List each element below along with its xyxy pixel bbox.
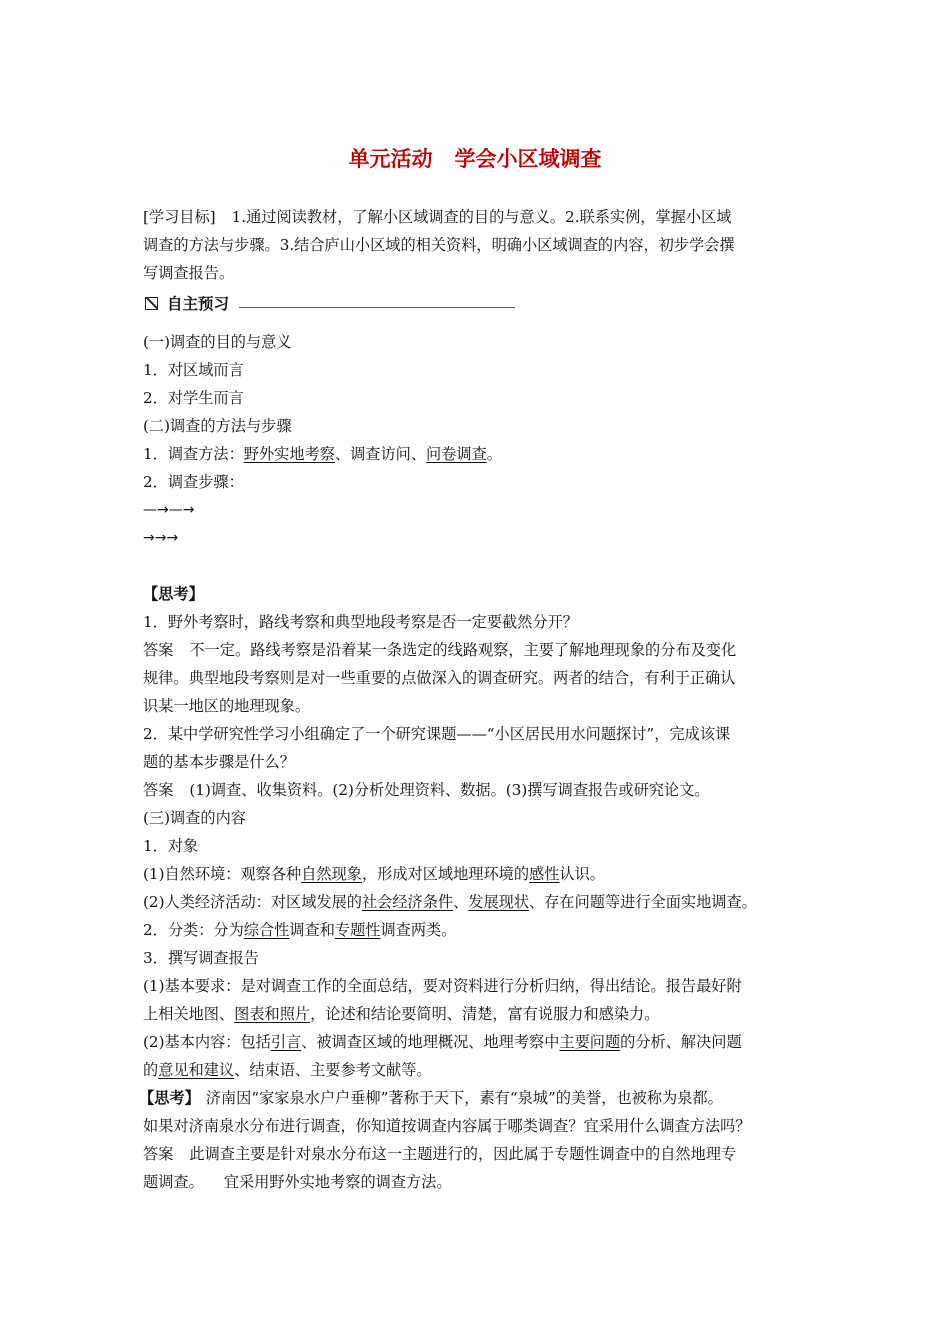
answer-blank: 综合性 bbox=[243, 921, 290, 939]
section-divider bbox=[239, 307, 515, 308]
content-classification: 2．分类：分为综合性调查和专题性调查两类。 bbox=[143, 921, 457, 939]
content-heading: (三)调查的内容 bbox=[143, 809, 246, 827]
section-title: 自主预习 bbox=[167, 295, 230, 313]
report-content-line-1: (2)基本内容：包括引言、被调查区域的地理概况、地理考察中主要问题的分析、解决问题 bbox=[143, 1033, 742, 1051]
think-2-line-1: 【思考】 济南因“家家泉水户户垂柳”著称于天下，素有“泉城”的美誉，也被称为泉都。 bbox=[139, 1089, 723, 1107]
answer-2: 答案 (1)调查、收集资料。(2)分析处理资料、数据。(3)撰写调查报告或研究论文。 bbox=[143, 781, 710, 799]
section-header bbox=[143, 288, 823, 318]
think-2-line-2: 如果对济南泉水分布进行调查，你知道按调查内容属于哪类调查？宜采用什么调查方法吗？ bbox=[143, 1117, 751, 1135]
document-body bbox=[139, 203, 823, 1196]
content-object: 1．对象 bbox=[143, 837, 199, 855]
answer-blank: 社会经济条件 bbox=[361, 893, 454, 911]
think-2-answer-line-2: 题调查。 宜采用野外实地考察的调查方法。 bbox=[143, 1173, 452, 1191]
answer-1-line-3: 识某一地区的地理现象。 bbox=[143, 697, 311, 715]
question-1: 1．野外考察时，路线考察和典型地段考察是否一定要截然分开？ bbox=[143, 613, 578, 631]
page-title bbox=[0, 143, 950, 173]
method-line: 1．调查方法：野外实地考察、调查访问、问卷调查。 bbox=[143, 445, 502, 463]
answer-1-line-2: 规律。典型地段考察则是对一些重要的点做深入的调查研究。两者的结合，有利于正确认 bbox=[143, 669, 736, 687]
purpose-heading: (一)调查的目的与意义 bbox=[143, 333, 292, 351]
objectives-label: [学习目标] bbox=[143, 208, 216, 226]
answer-label: 答案 bbox=[143, 781, 174, 799]
answer-label: 答案 bbox=[143, 1145, 174, 1163]
answer-blank: 引言 bbox=[270, 1033, 302, 1051]
title-part1: 单元活动 bbox=[348, 147, 433, 171]
question-2-line-1: 2．某中学研究性学习小组确定了一个研究课题——“小区居民用水问题探讨”，完成该课 bbox=[143, 725, 731, 743]
answer-blank: 野外实地考察 bbox=[243, 445, 335, 463]
section-marker-icon bbox=[145, 297, 158, 310]
answer-blank: 意见和建议 bbox=[158, 1061, 235, 1079]
report-content-line-2: 的意见和建议、结束语、主要参考文献等。 bbox=[143, 1061, 432, 1079]
method-heading: (二)调查的方法与步骤 bbox=[143, 417, 292, 435]
purpose-item-2: 2．对学生而言 bbox=[143, 389, 244, 407]
steps-line: 2．调查步骤： bbox=[143, 473, 244, 491]
answer-blank: 自然现象 bbox=[301, 865, 362, 883]
think-2-answer-line-1: 答案 此调查主要是针对泉水分布这一主题进行的，因此属于专题性调查中的自然地理专 bbox=[143, 1145, 737, 1163]
report-req-line-1: (1)基本要求：是对调查工作的全面总结，要对资料进行分析归纳，得出结论。报告最好附 bbox=[143, 977, 742, 995]
objectives-line-3: 写调查报告。 bbox=[143, 264, 235, 282]
objectives-line-2: 调查的方法与步骤。3.结合庐山小区域的相关资料，明确小区域调查的内容，初步学会撰 bbox=[143, 236, 735, 254]
objectives-line-1: [学习目标] 1.通过阅读教材，了解小区域调查的目的与意义。2.联系实例，掌握小区域 bbox=[143, 208, 732, 226]
answer-blank: 专题性 bbox=[334, 921, 381, 939]
answer-blank: 主要问题 bbox=[559, 1033, 621, 1051]
report-req-line-2: 上相关地图、图表和照片，论述和结论要简明、清楚，富有说服力和感染力。 bbox=[143, 1005, 660, 1023]
answer-1-line-1: 答案 不一定。路线考察是沿着某一条选定的线路观察，主要了解地理现象的分布及变化 bbox=[143, 641, 737, 659]
title-part2: 学会小区域调查 bbox=[454, 147, 602, 171]
answer-blank: 发展现状 bbox=[468, 893, 530, 911]
answer-blank: 图表和照片 bbox=[234, 1005, 311, 1023]
content-natural: (1)自然环境：观察各种自然现象，形成对区域地理环境的感性认识。 bbox=[143, 865, 605, 883]
answer-blank: 问卷调查 bbox=[426, 445, 487, 463]
purpose-item-1: 1．对区域而言 bbox=[143, 361, 244, 379]
think-label: 【思考】 bbox=[139, 1089, 200, 1107]
content-human: (2)人类经济活动：对区域发展的社会经济条件、发展现状、存在问题等进行全面实地调查。 bbox=[143, 893, 757, 911]
think-label: 【思考】 bbox=[143, 585, 204, 603]
steps-arrows-2: →→→ bbox=[143, 530, 179, 546]
question-2-line-2: 题的基本步骤是什么？ bbox=[143, 753, 295, 771]
report-heading: 3．撰写调查报告 bbox=[143, 949, 259, 967]
answer-label: 答案 bbox=[143, 641, 174, 659]
steps-arrows-1: —→—→ bbox=[143, 502, 195, 518]
answer-blank: 感性 bbox=[529, 865, 560, 883]
